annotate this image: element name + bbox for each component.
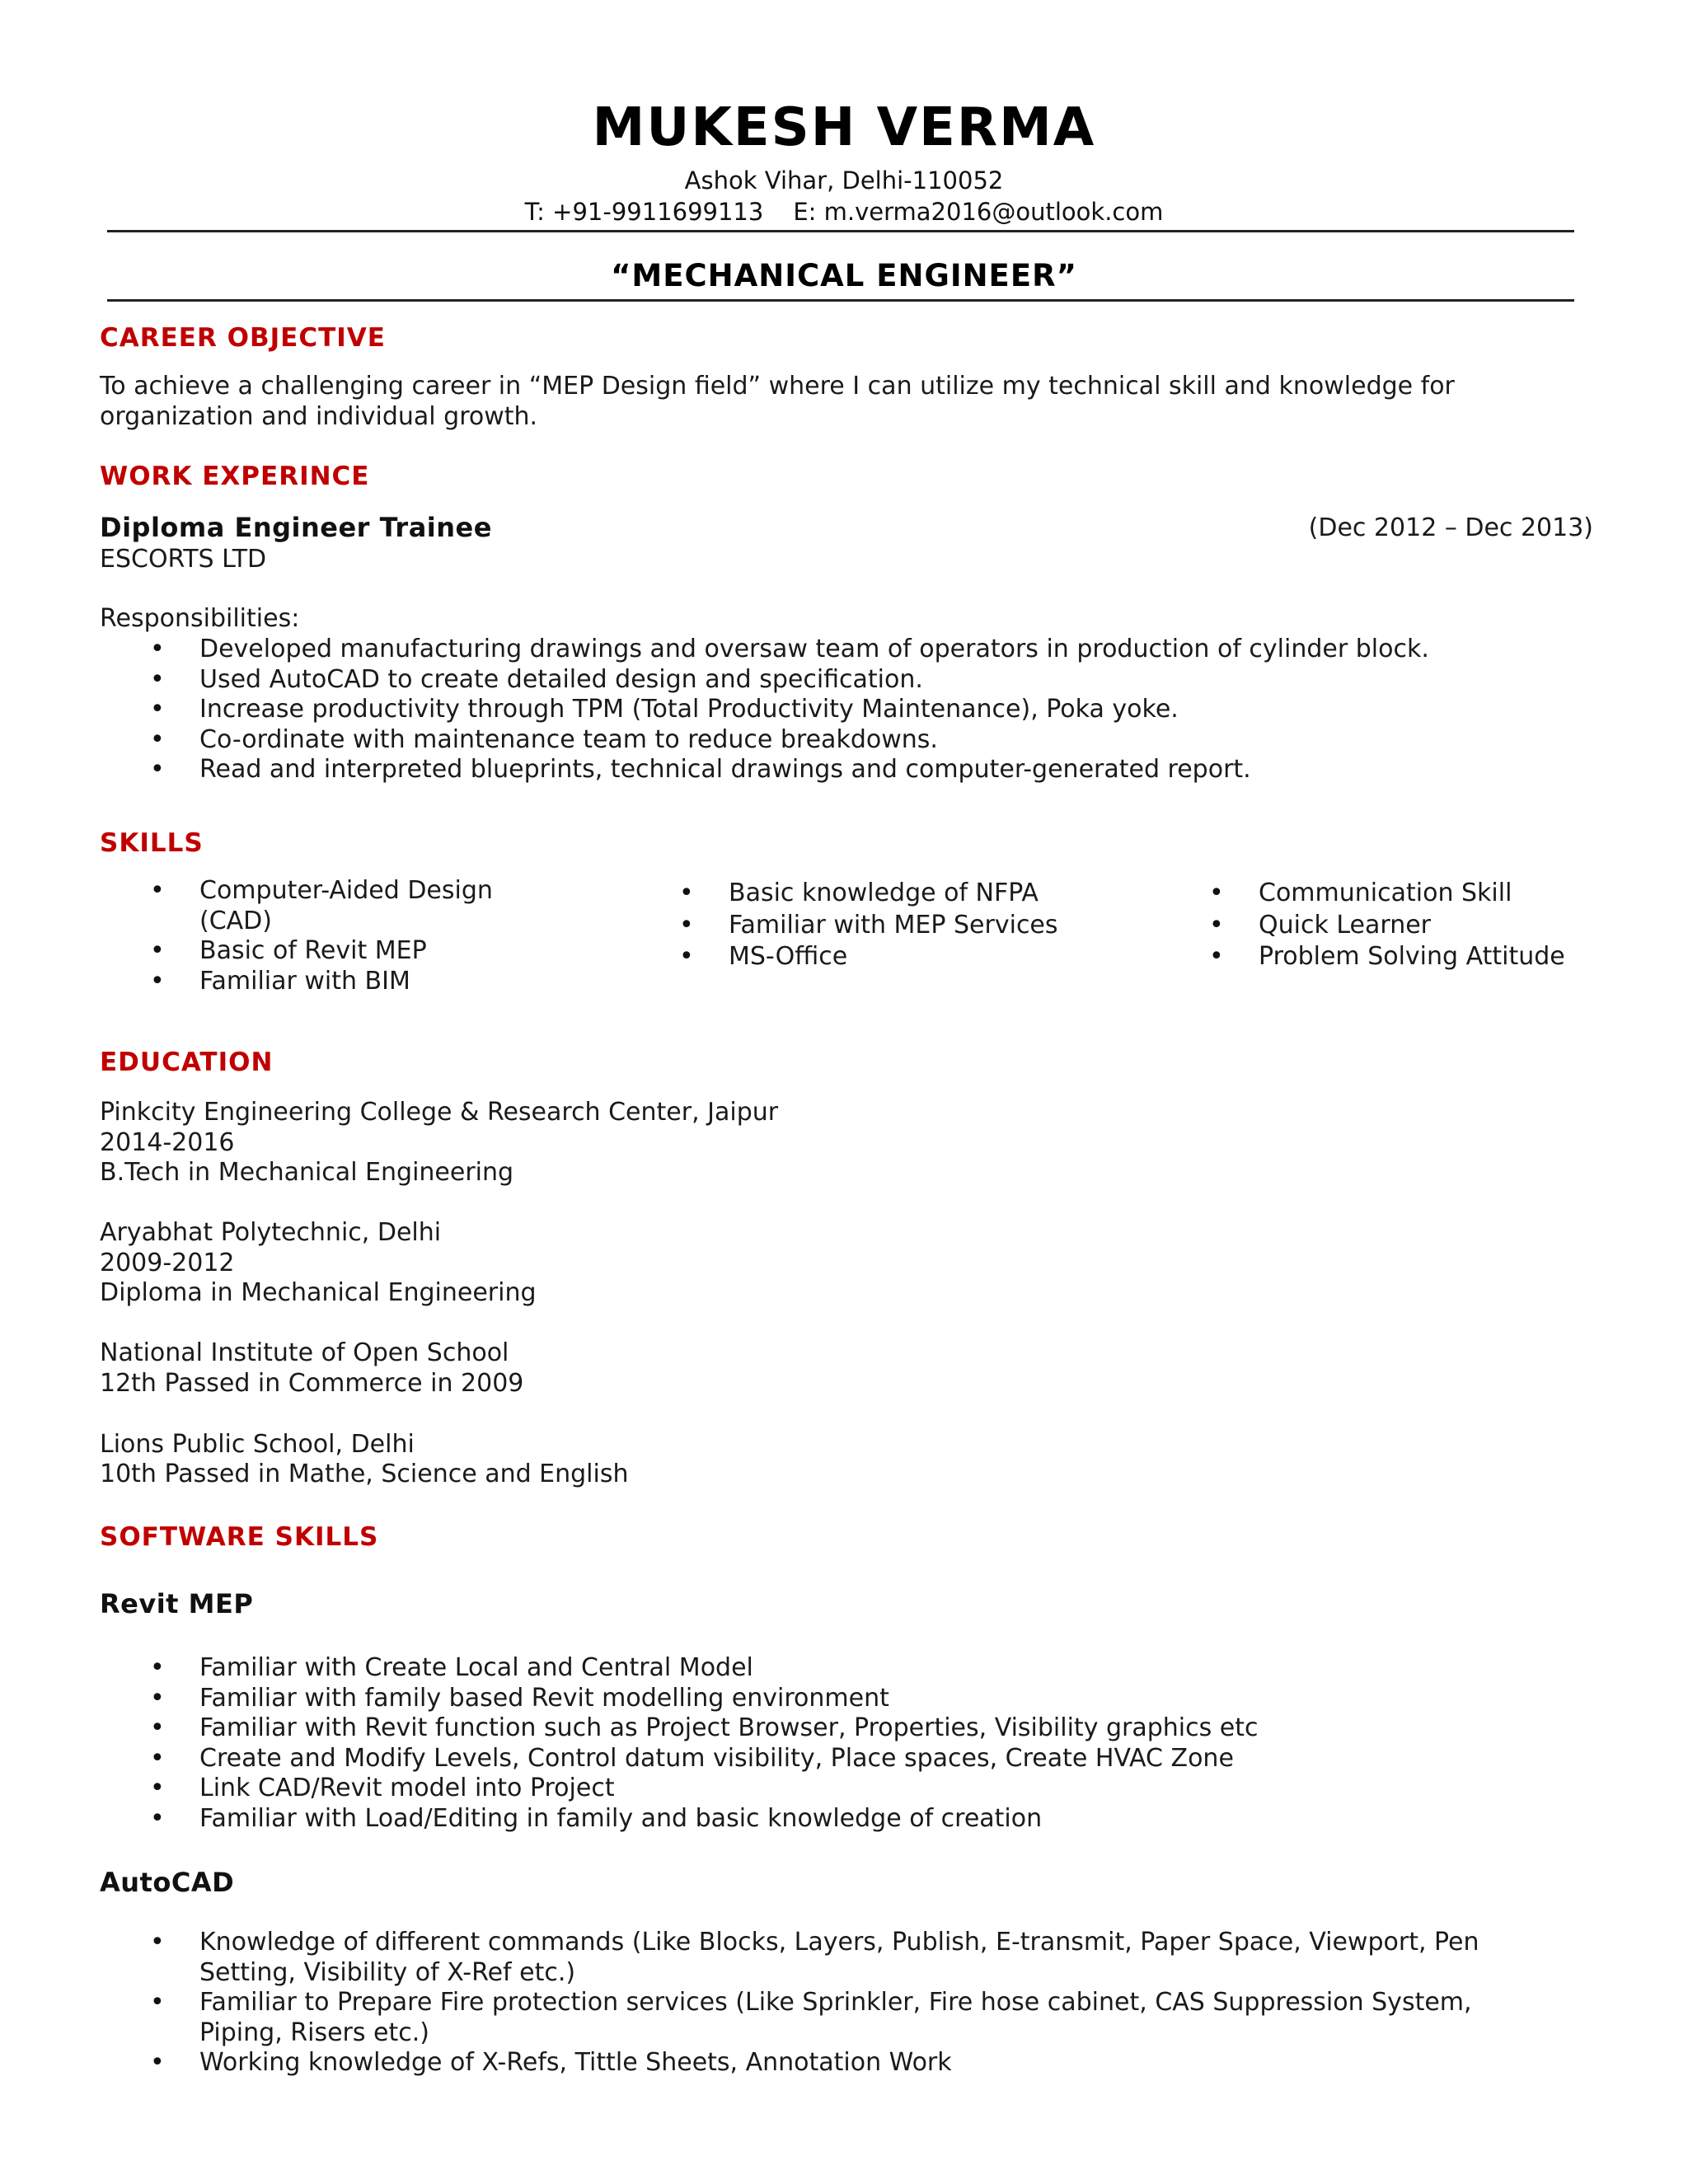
list-item: • Familiar with Create Local and Central Model [199, 1653, 1259, 1684]
list-item: • Computer-Aided Design (CAD) [199, 876, 546, 936]
education-years: 2009-2012 [100, 1249, 235, 1277]
education-degree: Diploma in Mechanical Engineering [100, 1278, 537, 1307]
list-item: • Problem Solving Attitude [1259, 941, 1605, 973]
list-item: • Familiar with MEP Services [729, 910, 1075, 942]
list-item: • Knowledge of different commands (Like Blocks, Layers, Publish, E-transmit, Paper Space, Viewport, Pen Setting, Visibility of X-Ref etc.) [199, 1928, 1551, 1988]
software-skills-heading: SOFTWARE SKILLS [100, 1522, 379, 1552]
list-item: • Read and interpreted blueprints, technical drawings and computer-generated report. [199, 755, 1429, 785]
career-objective-heading: CAREER OBJECTIVE [100, 323, 386, 353]
list-item: • Basic of Revit MEP [199, 936, 546, 967]
list-item: • Developed manufacturing drawings and oversaw team of operators in production of cylinder block. [199, 635, 1429, 665]
autocad-subheading: AutoCAD [100, 1867, 235, 1898]
objective-line-2: organization and individual growth. [100, 402, 538, 431]
education-institution: National Institute of Open School [100, 1338, 509, 1367]
list-item: • Familiar with Revit function such as Project Browser, Properties, Visibility graphics etc [199, 1713, 1259, 1744]
list-item: • Increase productivity through TPM (Total Productivity Maintenance), Poka yoke. [199, 695, 1429, 725]
list-item: • Communication Skill [1259, 878, 1605, 910]
skills-column-2 [729, 878, 1075, 973]
education-detail: 12th Passed in Commerce in 2009 [100, 1369, 524, 1398]
list-item: • Quick Learner [1259, 910, 1605, 942]
list-item: • Familiar with BIM [199, 967, 546, 997]
objective-line-1: To achieve a challenging career in “MEP Design field” where I can utilize my technical skill and knowledge for [100, 372, 1455, 401]
list-item: • Familiar to Prepare Fire protection services (Like Sprinkler, Fire hose cabinet, CAS Suppression System, Piping, Risers etc.) [199, 1988, 1551, 2048]
skills-column-3 [1259, 878, 1605, 973]
job-title: Diploma Engineer Trainee [100, 512, 492, 543]
contact-line [0, 198, 1688, 226]
header-divider-bottom [107, 299, 1574, 302]
header-divider-top [107, 230, 1574, 232]
skills-heading: SKILLS [100, 828, 204, 858]
education-institution: Lions Public School, Delhi [100, 1430, 415, 1459]
revit-skills-list [199, 1653, 1259, 1834]
company-name: ESCORTS LTD [100, 545, 267, 574]
revit-subheading: Revit MEP [100, 1588, 254, 1619]
address: Ashok Vihar, Delhi-110052 [684, 166, 1004, 194]
education-degree: B.Tech in Mechanical Engineering [100, 1158, 514, 1187]
list-item: • Familiar with Load/Editing in family and basic knowledge of creation [199, 1804, 1259, 1835]
work-experience-heading: WORK EXPERINCE [100, 462, 370, 491]
education-detail: 10th Passed in Mathe, Science and English [100, 1460, 629, 1488]
list-item: • Create and Modify Levels, Control datum visibility, Place spaces, Create HVAC Zone [199, 1744, 1259, 1774]
candidate-name: MUKESH VERMA [592, 97, 1096, 158]
skills-column-1 [199, 876, 546, 996]
list-item: • Working knowledge of X-Refs, Tittle Sheets, Annotation Work [199, 2048, 1551, 2079]
responsibilities-label: Responsibilities: [100, 604, 300, 633]
list-item: • Link CAD/Revit model into Project [199, 1774, 1259, 1804]
job-role-title: “MECHANICAL ENGINEER” [611, 258, 1077, 293]
list-item: • Used AutoCAD to create detailed design and specification. [199, 665, 1429, 696]
responsibilities-list [199, 635, 1429, 785]
list-item: • MS-Office [729, 941, 1075, 973]
job-dates: (Dec 2012 – Dec 2013) [1308, 513, 1593, 542]
autocad-skills-list [199, 1928, 1551, 2079]
list-item: • Basic knowledge of NFPA [729, 878, 1075, 910]
education-heading: EDUCATION [100, 1047, 274, 1077]
phone: T: +91-9911699113 [524, 198, 764, 226]
list-item: • Co-ordinate with maintenance team to reduce breakdowns. [199, 725, 1429, 756]
email: E: m.verma2016@outlook.com [793, 198, 1164, 226]
education-institution: Pinkcity Engineering College & Research Center, Jaipur [100, 1098, 779, 1127]
list-item: • Familiar with family based Revit modelling environment [199, 1684, 1259, 1714]
education-institution: Aryabhat Polytechnic, Delhi [100, 1218, 442, 1247]
education-years: 2014-2016 [100, 1128, 235, 1157]
